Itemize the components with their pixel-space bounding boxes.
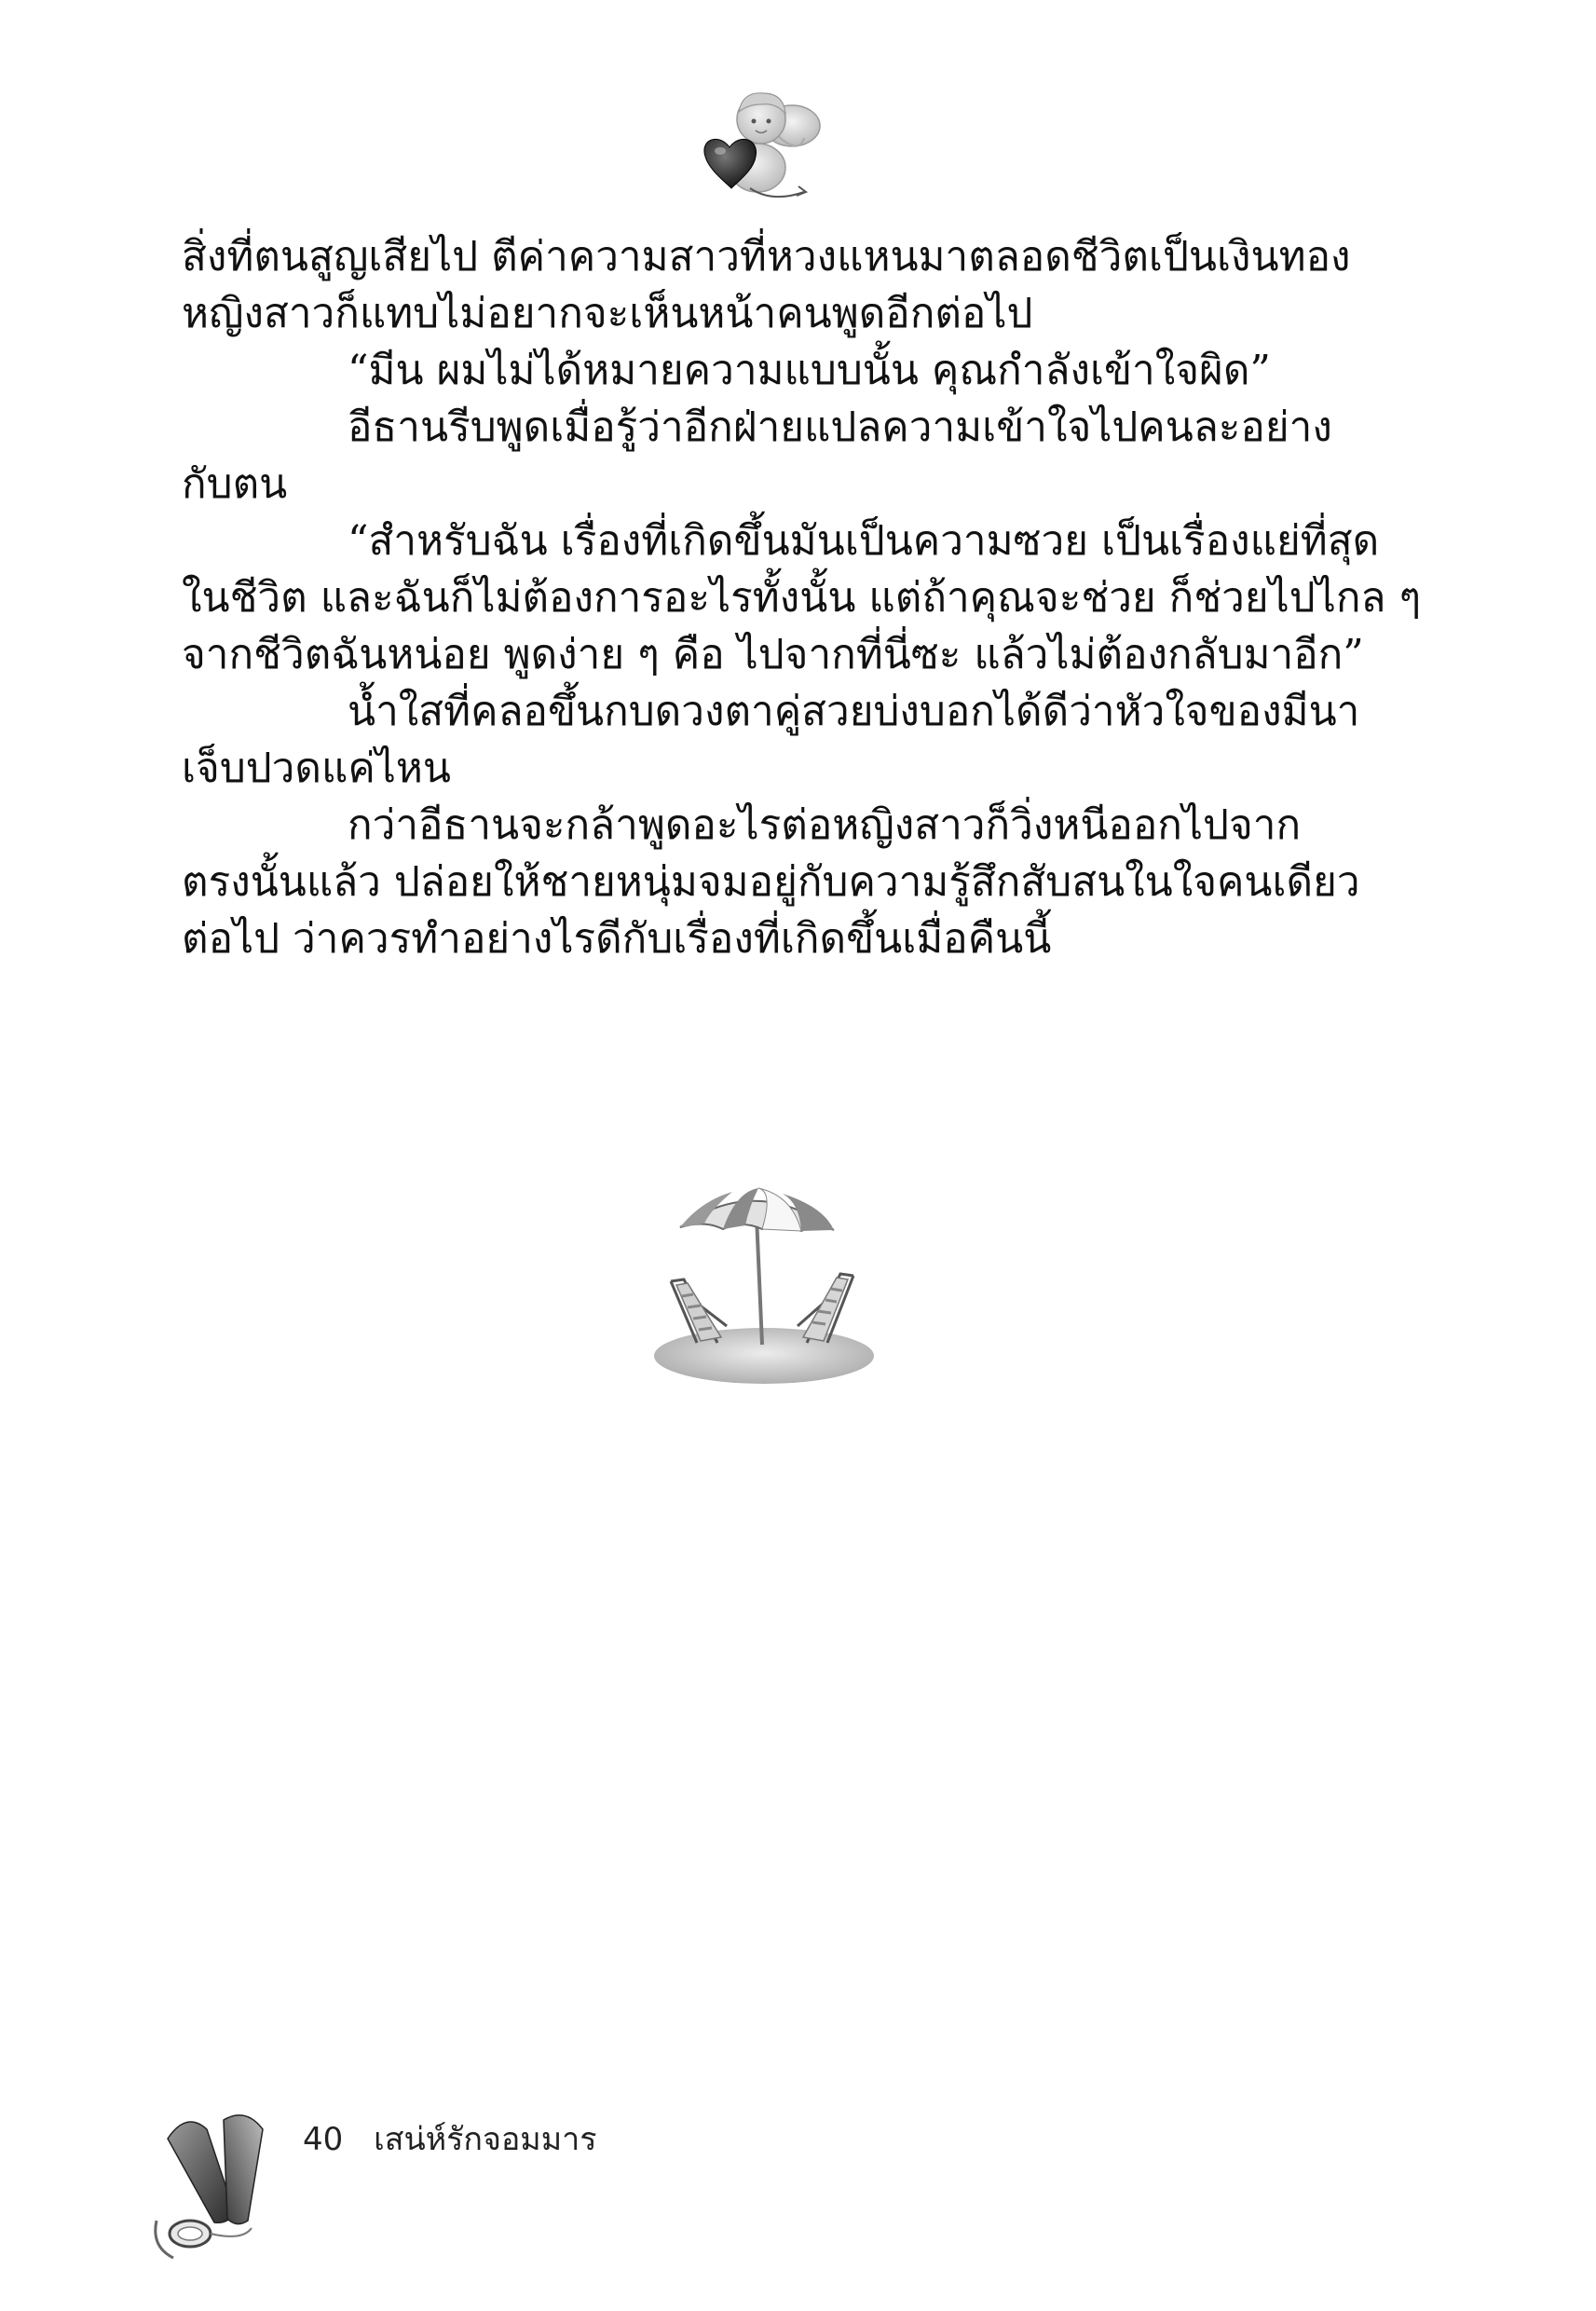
paragraph-line: “มีน ผมไม่ได้หมายความแบบนั้น คุณกำลังเข้าใจผิด” [348,347,1271,394]
paragraph-line: ต่อไป ว่าควรทำอย่างไรดีกับเรื่องที่เกิดขึ้นเมื่อคืนนี้ [182,915,1052,963]
paragraph-line: กับตน [182,460,288,508]
paragraph-line: จากชีวิตฉันหน่อย พูดง่าย ๆ คือ ไปจากที่นี่ซะ แล้วไม่ต้องกลับมาอีก” [182,631,1364,678]
paragraph-line: ตรงนั้นแล้ว ปล่อยให้ชายหนุ่มจมอยู่กับความรู้สึกสับสนในใจคนเดียว [182,858,1360,906]
paragraph-line: หญิงสาวก็แทบไม่อยากจะเห็นหน้าคนพูดอีกต่อไป [182,290,1033,337]
paragraph-line: กว่าอีธานจะกล้าพูดอะไรต่อหญิงสาวก็วิ่งหนีออกไปจาก [348,801,1302,849]
book-title: เสน่ห์รักจอมมาร [374,2121,597,2158]
beach-chairs-umbrella-icon [643,1179,885,1388]
paragraph-line: น้ำใสที่คลอขึ้นกบดวงตาคู่สวยบ่งบอกได้ดีว่าหัวใจของมีนา [348,688,1360,735]
paragraph-line: เจ็บปวดแค่ไหน [182,745,451,792]
body-text [182,228,1422,967]
swim-fins-snorkel-icon [149,2101,280,2264]
paragraph-line: สิ่งที่ตนสูญเสียไป ตีค่าความสาวที่หวงแหนมาตลอดชีวิตเป็นเงินทอง [182,233,1351,280]
paragraph-line: “สำหรับฉัน เรื่องที่เกิดขึ้นมันเป็นความซวย เป็นเรื่องแย่ที่สุด [348,517,1380,565]
paragraph-line: อีธานรีบพูดเมื่อรู้ว่าอีกฝ่ายแปลความเข้าใจไปคนละอย่าง [348,403,1332,451]
cupid-with-heart-icon [694,84,825,205]
paragraph-line: ในชีวิต และฉันก็ไม่ต้องการอะไรทั้งนั้น แต่ถ้าคุณจะช่วย ก็ช่วยไปไกล ๆ [182,574,1422,622]
page-footer [303,2113,596,2164]
page-number: 40 [303,2121,344,2158]
